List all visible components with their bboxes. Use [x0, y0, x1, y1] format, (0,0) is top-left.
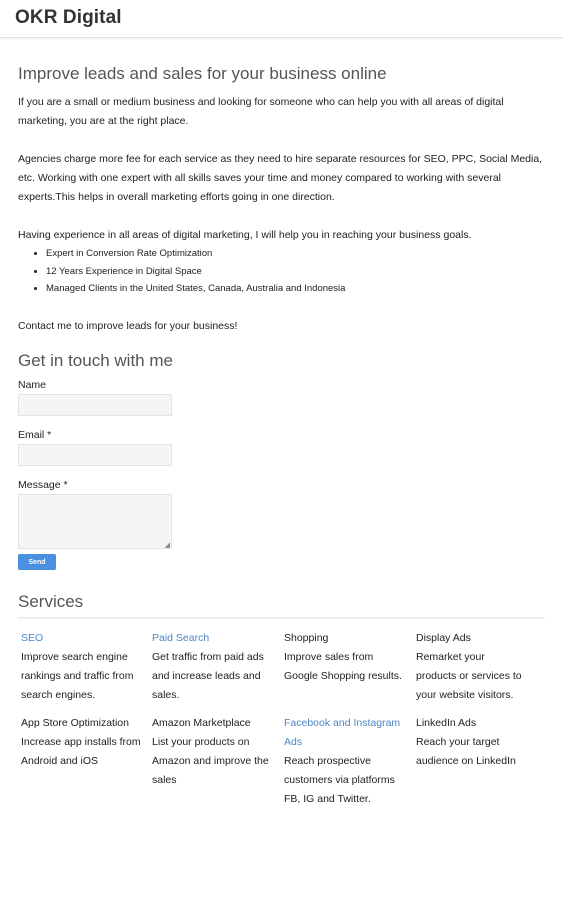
site-title[interactable]: OKR Digital [15, 7, 122, 28]
services-heading: Services [18, 592, 545, 619]
intro-heading: Improve leads and sales for your business online [18, 64, 387, 83]
message-label: Message * [18, 478, 68, 491]
service-title-link[interactable]: SEO [21, 632, 44, 644]
service-title: App Store Optimization [21, 717, 129, 729]
resize-grip-icon: ◢ [164, 541, 170, 549]
service-title: Display Ads [416, 632, 471, 644]
service-description: Improve sales from Google Shopping results. [284, 651, 402, 682]
service-description: Reach prospective customers via platforms FB, IG and Twitter. [284, 755, 395, 805]
name-input[interactable] [18, 394, 172, 416]
site-header [0, 0, 563, 38]
service-title-link[interactable]: Paid Search [152, 632, 210, 644]
list-item: • Expert in Conversion Rate Optimization [46, 245, 545, 263]
service-title: Shopping [284, 632, 329, 644]
service-amazon-marketplace [152, 714, 284, 809]
main-content [0, 64, 563, 809]
service-title: Amazon Marketplace [152, 717, 251, 729]
contact-form [18, 379, 545, 571]
service-title-link[interactable]: Facebook and Instagram Ads [284, 717, 401, 748]
service-description: Get traffic from paid ads and increase leads and sales. [152, 651, 264, 701]
intro-paragraph-3: Having experience in all areas of digital marketing, I will help you in reaching your business goals. [18, 229, 472, 241]
service-linkedin-ads [416, 714, 536, 809]
service-facebook-instagram-ads [284, 714, 416, 809]
services-grid [21, 629, 545, 809]
service-description: List your products on Amazon and improve the sales [152, 736, 269, 786]
service-title: LinkedIn Ads [416, 717, 477, 729]
service-shopping [284, 629, 416, 705]
intro-paragraph-2: Agencies charge more fee for each service as they need to hire separate resources for SEO, PPC, Social Media, etc. Working with one expert with all skills saves your time and money compared to working with several experts.This helps in overall marketing efforts going in one direction. [18, 153, 543, 203]
service-seo [21, 629, 152, 705]
service-app-store-optimization [21, 714, 152, 809]
service-description: Improve search engine rankings and traffic from search engines. [21, 651, 134, 701]
send-button[interactable]: Send [18, 554, 56, 570]
experience-list [18, 245, 545, 298]
message-textarea[interactable] [18, 494, 172, 549]
email-label: Email * [18, 428, 52, 441]
intro-paragraph-1: If you are a small or medium business and looking for someone who can help you with all areas of digital marketing, you are at the right place. [18, 96, 504, 127]
list-item: • Managed Clients in the United States, Canada, Australia and Indonesia [46, 280, 545, 298]
list-item: • 12 Years Experience in Digital Space [46, 263, 545, 281]
contact-call-to-action: Contact me to improve leads for your business! [18, 319, 238, 332]
service-display-ads [416, 629, 536, 705]
email-input[interactable] [18, 444, 172, 466]
name-label: Name [18, 378, 47, 391]
service-paid-search [152, 629, 284, 705]
service-description: Reach your target audience on LinkedIn [416, 736, 516, 767]
service-description: Increase app installs from Android and iOS [21, 736, 141, 767]
contact-form-heading: Get in touch with me [18, 350, 173, 370]
service-description: Remarket your products or services to your website visitors. [416, 651, 522, 701]
